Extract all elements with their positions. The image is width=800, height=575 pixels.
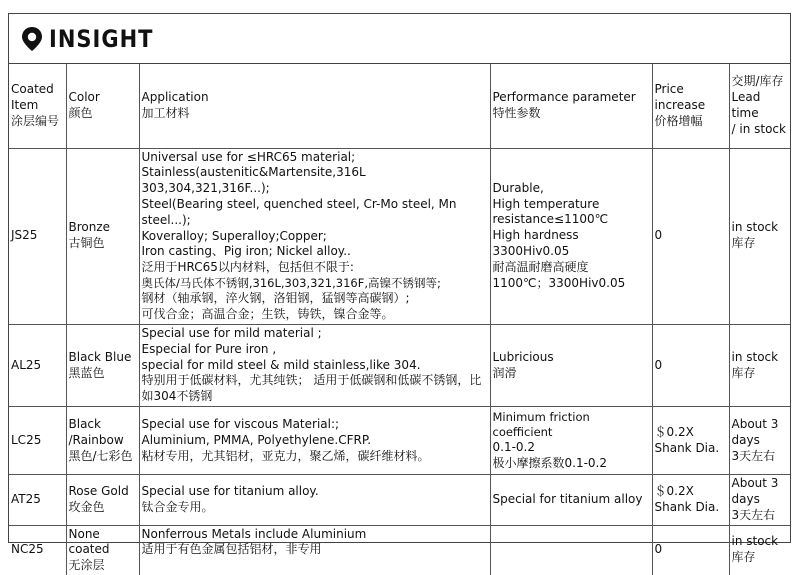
cell-color-line: None <box>68 526 100 541</box>
cell-performance-line: Minimum friction coefficient <box>492 409 590 439</box>
cell-lead <box>729 525 790 575</box>
cell-lead-line: About 3 <box>731 476 779 491</box>
header-lead-line: Lead time <box>731 89 761 120</box>
cell-lead-line: 3天左右 <box>731 448 776 463</box>
cell-application-line: 特别用于低碳材料，尤其纯铁； 适用于低碳钢和低碳不锈钢，比如304不锈钢 <box>141 373 482 404</box>
cell-application-line: Koveralloy; Superalloy;Copper; <box>141 228 327 243</box>
cell-application <box>139 324 490 406</box>
cell-application-line: 钛合金专用。 <box>141 499 214 514</box>
cell-application-line: Nonferrous Metals include Aluminium <box>141 526 367 541</box>
cell-application-line: 奥氏体/马氏体不锈钢,316L,303,321,316F,高镍不锈钢等; <box>141 276 441 291</box>
header-item-line: 涂层编号 <box>11 113 60 128</box>
cell-performance <box>490 475 652 525</box>
table-row <box>9 407 790 475</box>
cell-item: AT25 <box>9 475 66 525</box>
cell-application-line: Special use for mild material ; <box>141 325 322 340</box>
cell-color-line: 玫金色 <box>68 499 105 514</box>
cell-performance <box>490 324 652 406</box>
cell-performance-line: High temperature <box>492 196 600 211</box>
cell-price-line: 0 <box>654 542 663 557</box>
cell-lead <box>729 407 790 475</box>
cell-price-line: Shank Dia. <box>654 499 720 514</box>
table-header-row <box>9 64 790 148</box>
cell-price-line: 0 <box>654 357 663 372</box>
cell-performance-line: 润滑 <box>492 365 517 380</box>
header-price-line: increase <box>654 97 706 112</box>
coating-spec-sheet <box>8 13 791 573</box>
header-application-line: 加工材料 <box>141 105 190 120</box>
cell-performance <box>490 525 652 575</box>
cell-price <box>652 324 729 406</box>
cell-application <box>139 407 490 475</box>
cell-lead-line: 库存 <box>731 365 756 380</box>
cell-lead-line: About 3 <box>731 416 779 431</box>
header-color <box>66 64 139 148</box>
header-performance <box>490 64 652 148</box>
cell-application-line: Aluminium, PMMA, Polyethylene.CFRP. <box>141 432 372 447</box>
cell-color-line: 黑色/七彩色 <box>68 448 133 463</box>
cell-lead <box>729 324 790 406</box>
cell-item: LC25 <box>9 407 66 475</box>
coating-table <box>9 64 790 575</box>
header-item-line: Item <box>11 97 39 112</box>
cell-color-line: 黑蓝色 <box>68 365 105 380</box>
cell-price <box>652 525 729 575</box>
cell-color-line: Rose Gold <box>68 484 129 498</box>
cell-price-line: ＄0.2X <box>654 484 694 498</box>
cell-color-line: Black <box>68 416 101 431</box>
cell-color-line: 古铜色 <box>68 236 105 251</box>
cell-application-line: 粘材专用，尤其铝材，亚克力，聚乙烯，碳纤维材料。 <box>141 448 430 463</box>
cell-item: AL25 <box>9 324 66 406</box>
cell-performance <box>490 148 652 324</box>
header-color-line: Color <box>68 89 100 104</box>
brand-logo <box>21 26 153 52</box>
cell-price-line: ＄0.2X <box>654 424 694 439</box>
header-performance-line: Performance parameter <box>492 89 636 104</box>
cell-application-line: 泛用于HRC65以内材料，包括但不限于: <box>141 260 354 275</box>
header-application <box>139 64 490 148</box>
cell-price-line: Shank Dia. <box>654 440 720 455</box>
cell-item: NC25 <box>9 525 66 575</box>
cell-application-line: Iron casting、Pig iron; Nickel alloy.. <box>141 244 351 259</box>
cell-color <box>66 324 139 406</box>
cell-performance-line: 1100℃；3300Hiv0.05 <box>492 275 626 290</box>
cell-price-line: 0 <box>654 228 663 243</box>
cell-lead-line: in stock <box>731 220 779 235</box>
cell-application <box>139 475 490 525</box>
cell-performance-line: High hardness 3300Hiv0.05 <box>492 228 579 259</box>
brand-header <box>9 14 790 64</box>
cell-application-line: Especial for Pure iron , <box>141 341 277 356</box>
cell-color-line: coated <box>68 542 110 557</box>
cell-price <box>652 475 729 525</box>
cell-price <box>652 148 729 324</box>
cell-color <box>66 475 139 525</box>
cell-application-line: 钢材（轴承钢，淬火钢，洛钼钢，猛钢等高碳钢）; <box>141 291 410 306</box>
table-row <box>9 525 790 575</box>
header-item <box>9 64 66 148</box>
header-color-line: 颜色 <box>68 105 93 120</box>
cell-color-line: Black Blue <box>68 349 132 364</box>
header-performance-line: 特性参数 <box>492 105 541 120</box>
table-row <box>9 475 790 525</box>
cell-item: JS25 <box>9 148 66 324</box>
cell-lead-line: 3天左右 <box>731 507 776 522</box>
cell-color <box>66 525 139 575</box>
cell-color-line: Bronze <box>68 220 111 235</box>
cell-lead <box>729 148 790 324</box>
cell-performance <box>490 407 652 475</box>
header-price <box>652 64 729 148</box>
cell-performance-line: 0.1-0.2 <box>492 439 535 454</box>
header-lead-line: / in stock <box>731 121 786 136</box>
cell-performance-line: Special for titanium alloy <box>492 491 643 506</box>
cell-color <box>66 407 139 475</box>
table-row <box>9 324 790 406</box>
cell-price <box>652 407 729 475</box>
cell-lead-line: 库存 <box>731 550 756 565</box>
cell-performance-line: 极小摩擦系数0.1-0.2 <box>492 455 607 470</box>
header-price-line: 价格增幅 <box>654 113 703 128</box>
cell-lead-line: 库存 <box>731 236 756 251</box>
cell-performance-line: 耐高温耐磨高硬度 <box>492 259 589 274</box>
cell-application-line: 可伐合金；高温合金；生铁，铸铁，镍合金等。 <box>141 307 394 322</box>
cell-application <box>139 525 490 575</box>
cell-performance-line: resistance≤1100℃ <box>492 212 609 227</box>
cell-color-line: /Rainbow <box>68 432 124 447</box>
cell-lead <box>729 475 790 525</box>
cell-lead-line: days <box>731 432 760 447</box>
cell-application-line: special for mild steel & mild stainless,like 304. <box>141 357 421 372</box>
cell-performance-line: Lubricious <box>492 349 554 364</box>
pin-icon <box>21 26 43 52</box>
header-item-line: Coated <box>11 82 54 96</box>
cell-application-line: 适用于有色金属包括铝材，非专用 <box>141 542 322 557</box>
cell-application-line: Universal use for ≤HRC65 material; <box>141 149 356 164</box>
cell-lead-line: in stock <box>731 534 779 549</box>
cell-lead-line: in stock <box>731 349 779 364</box>
cell-color-line: 无涂层 <box>68 558 105 573</box>
cell-color <box>66 148 139 324</box>
cell-application-line: Special use for titanium alloy. <box>141 484 319 498</box>
header-price-line: Price <box>654 82 684 96</box>
header-lead-line: 交期/库存 <box>731 74 784 89</box>
cell-application-line: Stainless(austenitic&Martensite,316L 303,304,321,316F...); <box>141 165 366 196</box>
cell-application <box>139 148 490 324</box>
cell-performance-line: Durable, <box>492 180 544 195</box>
cell-application-line: Steel(Bearing steel, quenched steel, Cr-Mo steel, Mn steel...); <box>141 196 457 227</box>
cell-lead-line: days <box>731 491 760 506</box>
header-application-line: Application <box>141 89 209 104</box>
brand-name: INSIGHT <box>49 24 154 53</box>
header-lead <box>729 64 790 148</box>
cell-application-line: Special use for viscous Material:; <box>141 416 340 431</box>
table-row <box>9 148 790 324</box>
